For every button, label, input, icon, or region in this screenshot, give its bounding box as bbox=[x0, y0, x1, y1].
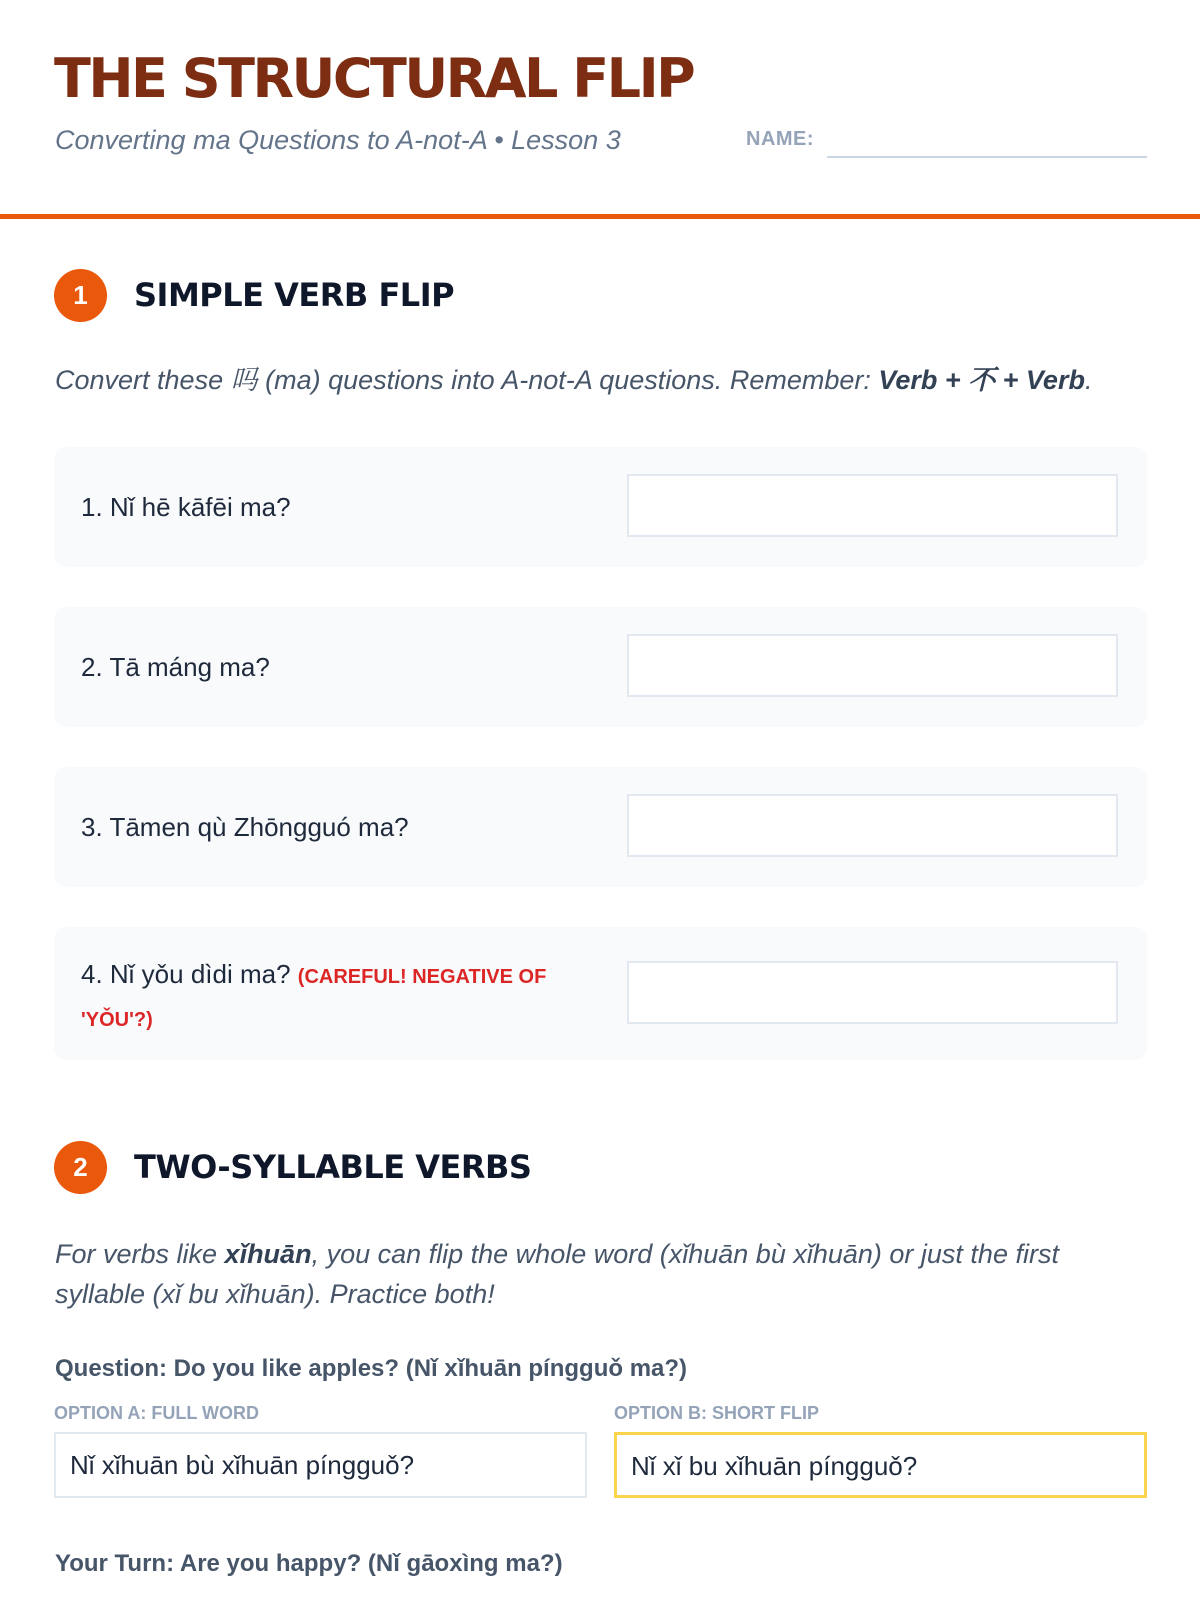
section-2-badge: 2 bbox=[54, 1141, 107, 1194]
question-text: 2. Tā máng ma? bbox=[81, 652, 270, 682]
instruction-text: Convert these 吗 (ma) questions into A-not-A questions. Remember: bbox=[55, 365, 879, 395]
example-question: Question: Do you like apples? (Nǐ xǐhuān píngguǒ ma?) bbox=[55, 1355, 688, 1382]
page-title: THE STRUCTURAL FLIP bbox=[54, 47, 694, 110]
question-text-4 bbox=[81, 954, 581, 1040]
question-card-3 bbox=[54, 767, 1147, 887]
instruction-text-end: , you can flip the whole word (xǐhuān bù xǐhuān) or just the first syllable (xǐ bu xǐhuān). Practice both! bbox=[55, 1239, 1059, 1309]
section-1-title: SIMPLE VERB FLIP bbox=[134, 276, 455, 314]
header-divider bbox=[0, 214, 1200, 219]
question-card-2 bbox=[54, 607, 1147, 727]
answer-input-3[interactable] bbox=[627, 794, 1118, 857]
option-a-label: OPTION A: FULL WORD bbox=[54, 1403, 259, 1423]
instruction-formula: Verb + 不 + Verb bbox=[878, 365, 1085, 395]
answer-input-1[interactable] bbox=[627, 474, 1118, 537]
name-label: NAME: bbox=[746, 128, 815, 150]
instruction-verb: xǐhuān bbox=[224, 1239, 312, 1269]
question-text: 1. Nǐ hē kāfēi ma? bbox=[81, 492, 291, 522]
your-turn-question: Your Turn: Are you happy? (Nǐ gāoxìng ma?) bbox=[55, 1550, 563, 1577]
section-1-badge: 1 bbox=[54, 269, 107, 322]
option-b-label: OPTION B: SHORT FLIP bbox=[614, 1403, 819, 1423]
option-b-field[interactable]: Nǐ xǐ bu xǐhuān píngguǒ? bbox=[614, 1432, 1147, 1498]
question-card-1 bbox=[54, 447, 1147, 567]
option-a-field[interactable]: Nǐ xǐhuān bù xǐhuān píngguǒ? bbox=[54, 1432, 587, 1498]
name-field[interactable] bbox=[827, 156, 1147, 158]
answer-input-4[interactable] bbox=[627, 961, 1118, 1024]
answer-input-2[interactable] bbox=[627, 634, 1118, 697]
question-text: 3. Tāmen qù Zhōngguó ma? bbox=[81, 812, 409, 842]
page-subtitle: Converting ma Questions to A-not-A • Lesson 3 bbox=[55, 125, 621, 155]
instruction-end: . bbox=[1084, 365, 1093, 395]
question-text: 4. Nǐ yǒu dìdi ma? bbox=[81, 959, 291, 989]
section-2-title: TWO-SYLLABLE VERBS bbox=[134, 1148, 532, 1186]
instruction-text: For verbs like bbox=[55, 1239, 225, 1269]
question-card-4 bbox=[54, 927, 1147, 1060]
section-2-instruction bbox=[55, 1234, 1155, 1314]
section-1-instruction bbox=[55, 360, 1155, 400]
warning-note: (CAREFUL! NEGATIVE OF 'YǑU'?) bbox=[81, 966, 547, 1031]
